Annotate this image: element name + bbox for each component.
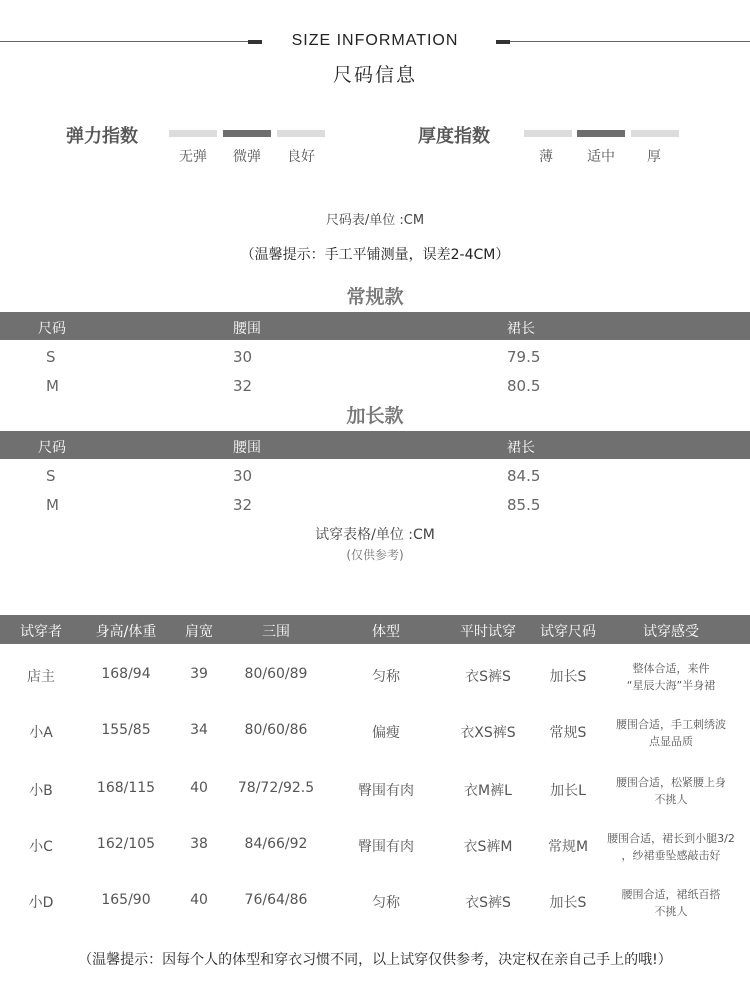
cell-height-weight: 162/105: [96, 836, 156, 852]
cell-size: S: [46, 348, 56, 366]
cell-waist: 30: [233, 348, 253, 366]
long-table-header: [0, 431, 750, 459]
cell-body-type: 匀称: [372, 895, 400, 911]
trial-table-subnote: (仅供参考): [346, 548, 404, 562]
cell-body-type: 偏瘦: [372, 725, 400, 741]
cell-length: 80.5: [507, 377, 541, 395]
table-row: [0, 766, 750, 816]
section-title-long: 加长款: [346, 405, 404, 427]
page-title-cn: 尺码信息: [332, 64, 417, 86]
cell-feedback: [598, 660, 744, 694]
header-shoulder: 肩宽: [185, 624, 213, 640]
cell-tester: 小A: [29, 725, 53, 741]
header-size: 尺码: [38, 440, 66, 456]
thickness-scale-segment-2: [577, 130, 625, 137]
cell-feedback: [598, 716, 744, 750]
cell-size: S: [46, 467, 56, 485]
cell-measurements: 76/64/86: [244, 892, 308, 908]
header-divider-right: [510, 41, 750, 42]
regular-table-header: [0, 312, 750, 340]
section-title-regular: 常规款: [346, 286, 404, 308]
page-title-en: SIZE INFORMATION: [291, 32, 459, 49]
trial-table-header: [0, 615, 750, 644]
header-tester: 试穿者: [20, 624, 62, 640]
cell-length: 85.5: [507, 496, 541, 514]
size-table-unit: 尺码表/单位 :CM: [325, 213, 425, 228]
header-feedback: 试穿感受: [643, 624, 699, 640]
cell-size: M: [46, 377, 59, 395]
table-row: [0, 342, 750, 370]
thickness-option-medium: 适中: [587, 149, 615, 165]
header-measurements: 三围: [262, 624, 290, 640]
measurement-tip: （温馨提示：手工平铺测量，误差2-4CM）: [240, 247, 510, 263]
elasticity-option-slight: 微弹: [233, 149, 261, 165]
cell-usual-size: 衣M裤L: [464, 783, 512, 799]
cell-shoulder: 40: [190, 892, 208, 908]
header-waist: 腰围: [233, 321, 261, 337]
cell-feedback: [598, 886, 744, 920]
elasticity-option-good: 良好: [287, 149, 315, 165]
feedback-line-2: ，纱裙垂坠感敲击好: [621, 849, 721, 862]
cell-tried-size: 加长S: [549, 895, 587, 911]
table-row: [0, 708, 750, 758]
header-length: 裙长: [507, 321, 535, 337]
footer-disclaimer: （温馨提示：因每个人的体型和穿衣习惯不同，以上试穿仅供参考，决定权在亲自己手上的哦!）: [78, 952, 672, 968]
cell-measurements: 80/60/89: [244, 666, 308, 682]
elasticity-option-none: 无弹: [179, 149, 207, 165]
cell-tried-size: 加长S: [549, 669, 587, 685]
elasticity-scale-segment-1: [169, 130, 217, 137]
table-row: [0, 652, 750, 702]
table-row: [0, 822, 750, 872]
cell-usual-size: 衣XS裤S: [460, 725, 516, 741]
feedback-line-1: 腰围合适，松紧腰上身: [616, 776, 726, 789]
cell-height-weight: 168/94: [101, 666, 151, 682]
cell-length: 84.5: [507, 467, 541, 485]
cell-height-weight: 155/85: [101, 722, 151, 738]
cell-tried-size: 加长L: [550, 783, 586, 799]
feedback-line-2: “星辰大海”半身裙: [626, 679, 716, 692]
cell-tried-size: 常规M: [547, 839, 589, 855]
header-waist: 腰围: [233, 440, 261, 456]
elasticity-label: 弹力指数: [66, 126, 138, 147]
cell-tester: 小D: [28, 895, 54, 911]
trial-table-unit: 试穿表格/单位 :CM: [315, 527, 435, 543]
header-tried-size: 试穿尺码: [540, 624, 596, 640]
cell-tried-size: 常规S: [549, 725, 587, 741]
cell-usual-size: 衣S裤S: [465, 669, 511, 685]
header-height-weight: 身高/体重: [95, 624, 157, 640]
cell-tester: 店主: [27, 669, 55, 685]
cell-height-weight: 165/90: [101, 892, 151, 908]
cell-usual-size: 衣S裤M: [463, 839, 513, 855]
cell-measurements: 80/60/86: [244, 722, 308, 738]
cell-shoulder: 39: [190, 666, 208, 682]
elasticity-scale-segment-2: [223, 130, 271, 137]
header-length: 裙长: [507, 440, 535, 456]
table-row: [0, 878, 750, 928]
header-size: 尺码: [38, 321, 66, 337]
feedback-line-1: 腰围合适，裙纸百搭: [621, 888, 721, 901]
cell-tester: 小C: [29, 839, 53, 855]
header-dash-right: [496, 40, 510, 44]
cell-measurements: 78/72/92.5: [237, 780, 315, 796]
cell-body-type: 臀围有肉: [358, 839, 414, 855]
elasticity-scale-segment-3: [277, 130, 325, 137]
header-body-type: 体型: [372, 624, 400, 640]
cell-feedback: [598, 830, 744, 864]
feedback-line-1: 腰围合适，裙长到小腿3/2: [607, 832, 735, 845]
cell-waist: 32: [233, 496, 253, 514]
cell-usual-size: 衣S裤S: [465, 895, 511, 911]
feedback-line-1: 腰围合适，手工刺绣波: [616, 718, 726, 731]
cell-waist: 32: [233, 377, 253, 395]
cell-feedback: [598, 774, 744, 808]
cell-length: 79.5: [507, 348, 541, 366]
cell-tester: 小B: [29, 783, 53, 799]
thickness-option-thick: 厚: [647, 149, 661, 165]
table-row: [0, 371, 750, 399]
cell-body-type: 臀围有肉: [358, 783, 414, 799]
cell-shoulder: 34: [190, 722, 208, 738]
header-usual-size: 平时试穿: [460, 624, 516, 640]
cell-shoulder: 40: [190, 780, 208, 796]
feedback-line-2: 不挑人: [654, 793, 688, 806]
table-row: [0, 490, 750, 518]
feedback-line-2: 不挑人: [654, 905, 688, 918]
thickness-scale-segment-3: [631, 130, 679, 137]
feedback-line-2: 点显品质: [649, 735, 693, 748]
feedback-line-1: 整体合适，来件: [632, 662, 710, 675]
cell-waist: 30: [233, 467, 253, 485]
cell-shoulder: 38: [190, 836, 208, 852]
thickness-label: 厚度指数: [418, 126, 490, 147]
cell-body-type: 匀称: [372, 669, 400, 685]
cell-height-weight: 168/115: [96, 780, 156, 796]
thickness-scale-segment-1: [524, 130, 572, 137]
thickness-option-thin: 薄: [539, 149, 553, 165]
cell-measurements: 84/66/92: [244, 836, 308, 852]
cell-size: M: [46, 496, 59, 514]
table-row: [0, 461, 750, 489]
